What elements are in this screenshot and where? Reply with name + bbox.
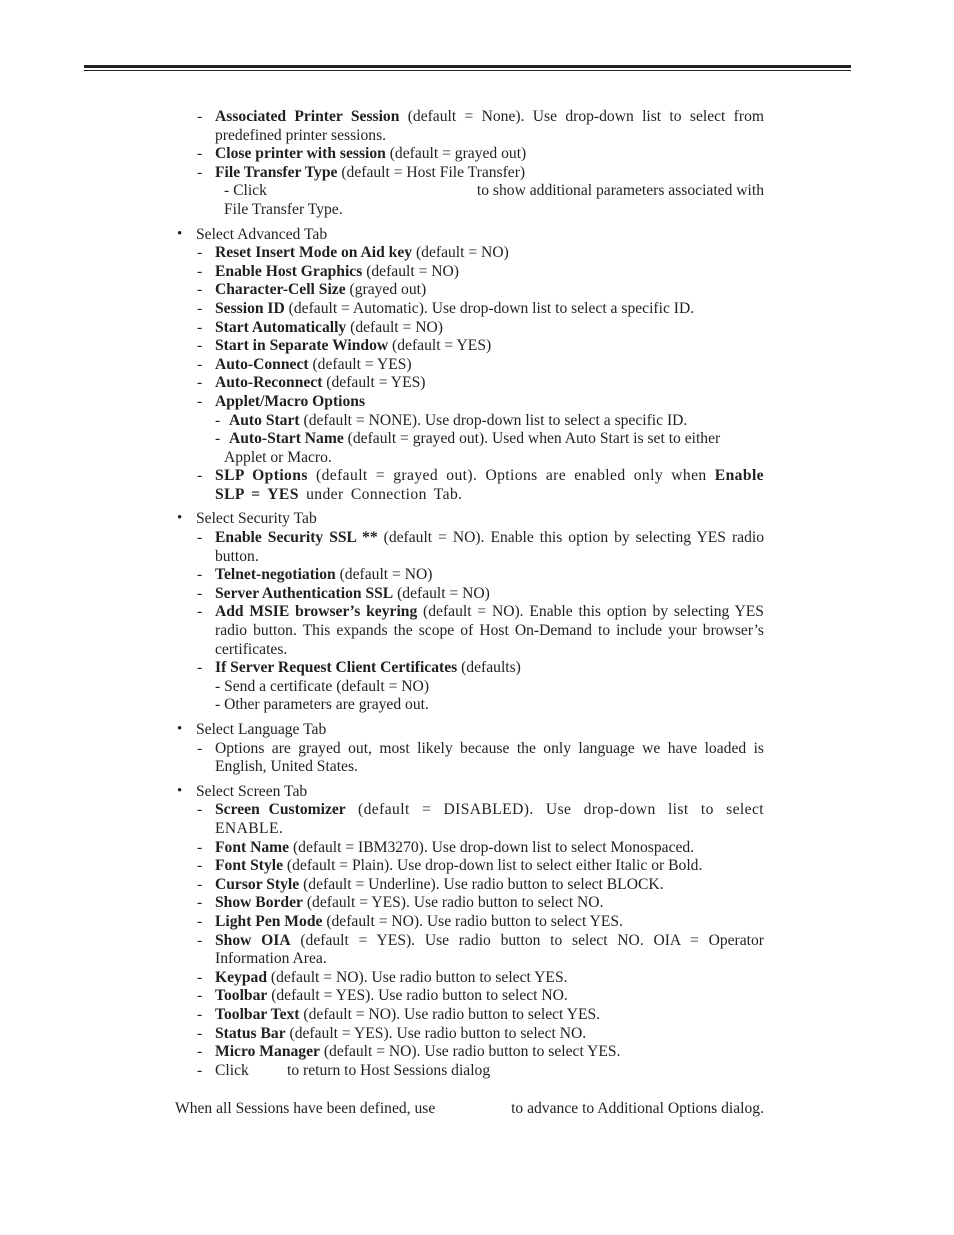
click-text: Click [215,1061,249,1079]
list-item: - Options are grayed out, most likely because the only language we have loaded is English, United States. [197,739,764,776]
click-description: to return to Host Sessions dialog [287,1061,491,1079]
list-item: - Auto-Connect (default = YES) [197,355,412,373]
list-item: - If Server Request Client Certificates (defaults) [197,659,521,677]
click-description: to show additional parameters associated with [476,182,764,200]
bullet-icon: • [177,721,183,737]
file-transfer-click-cont: File Transfer Type. [224,200,343,218]
list-item: - Server Authentication SSL (default = NO) [197,584,490,602]
sub-list-cont: Applet or Macro. [224,448,332,466]
list-item: - Status Bar (default = YES). Use radio button to select NO. [197,1024,587,1042]
list-item: - Micro Manager (default = NO). Use radio button to select YES. [197,1043,621,1061]
section-heading-advanced: • Select Advanced Tab [177,225,328,243]
list-item-close-printer: - Close printer with session (default = grayed out) [197,145,527,163]
list-item: - Enable Security SSL ** (default = NO). Enable this option by selecting YES radio button. [197,529,764,565]
security-note: - Other parameters are grayed out. [215,696,429,714]
list-item: - Start Automatically (default = NO) [197,318,443,336]
closing-sentence: When all Sessions have been defined, use to advance to Additional Options dialog. [175,1100,764,1118]
list-item: - Reset Insert Mode on Aid key (default = NO) [197,244,509,262]
section-heading-screen: • Select Screen Tab [177,782,308,800]
list-item: - Show Border (default = YES). Use radio button to select NO. [197,894,604,912]
list-item: - Cursor Style (default = Underline). Use radio button to select BLOCK. [197,875,664,893]
list-item: - Toolbar (default = YES). Use radio button to select NO. [197,987,568,1005]
bullet-icon: • [177,782,183,799]
list-item: - Auto-Reconnect (default = YES) [197,374,426,392]
list-item: - Character-Cell Size (grayed out) [197,281,427,299]
bullet-icon: • [177,225,183,242]
file-transfer-click-line [215,182,764,201]
list-item: - Font Name (default = IBM3270). Use drop-down list to select Monospaced. [197,838,695,856]
list-item: - Session ID (default = Automatic). Use drop-down list to select a specific ID. [197,299,695,317]
list-item-file-transfer-type: - File Transfer Type (default = Host File Transfer) [197,163,526,181]
section-heading-language: • Select Language Tab [177,721,327,738]
list-item-associated-printer: - Associated Printer Session (default = None). Use drop-down list to select from predefined printer sessions. [197,108,764,144]
header-rule-thick [84,65,851,68]
list-item: - Light Pen Mode (default = NO). Use radio button to select YES. [197,912,623,930]
list-item: - Telnet-negotiation (default = NO) [197,566,433,584]
sub-list-item: - Auto Start (default = NONE). Use drop-down list to select a specific ID. [215,411,688,429]
list-item-slp: - SLP Options (default = grayed out). Options are enabled only when Enable SLP = YES under Connection Tab. [197,467,764,503]
list-item: - Applet/Macro Options [197,392,366,410]
list-item: - Show OIA (default = YES). Use radio button to select NO. OIA = Operator Information Area. [197,931,764,968]
screen-click-line: - Click to return to Host Sessions dialog [197,1061,491,1079]
list-item: - Screen Customizer (default = DISABLED). Use drop-down list to select ENABLE. [197,801,764,837]
section-heading-security: • Select Security Tab [177,510,317,528]
click-text: - Click [224,182,267,200]
header-rule-thin [84,70,851,71]
list-item: - Toolbar Text (default = NO). Use radio button to select YES. [197,1005,601,1023]
list-item: - Add MSIE browser’s keyring (default = NO). Enable this option by selecting YES radio button. This expands the scope of Host On-Demand to include your browser’s certificates. [197,603,764,658]
list-item: - Keypad (default = NO). Use radio button to select YES. [197,968,568,986]
list-item: - Font Style (default = Plain). Use drop-down list to select either Italic or Bold. [197,857,703,875]
list-item: - Enable Host Graphics (default = NO) [197,262,459,280]
security-note: - Send a certificate (default = NO) [215,677,430,695]
sub-list-item: - Auto-Start Name (default = grayed out). Used when Auto Start is set to either [215,430,721,448]
list-item: - Start in Separate Window (default = YES) [197,337,492,355]
document-body [0,108,954,1119]
bullet-icon: • [177,510,183,527]
